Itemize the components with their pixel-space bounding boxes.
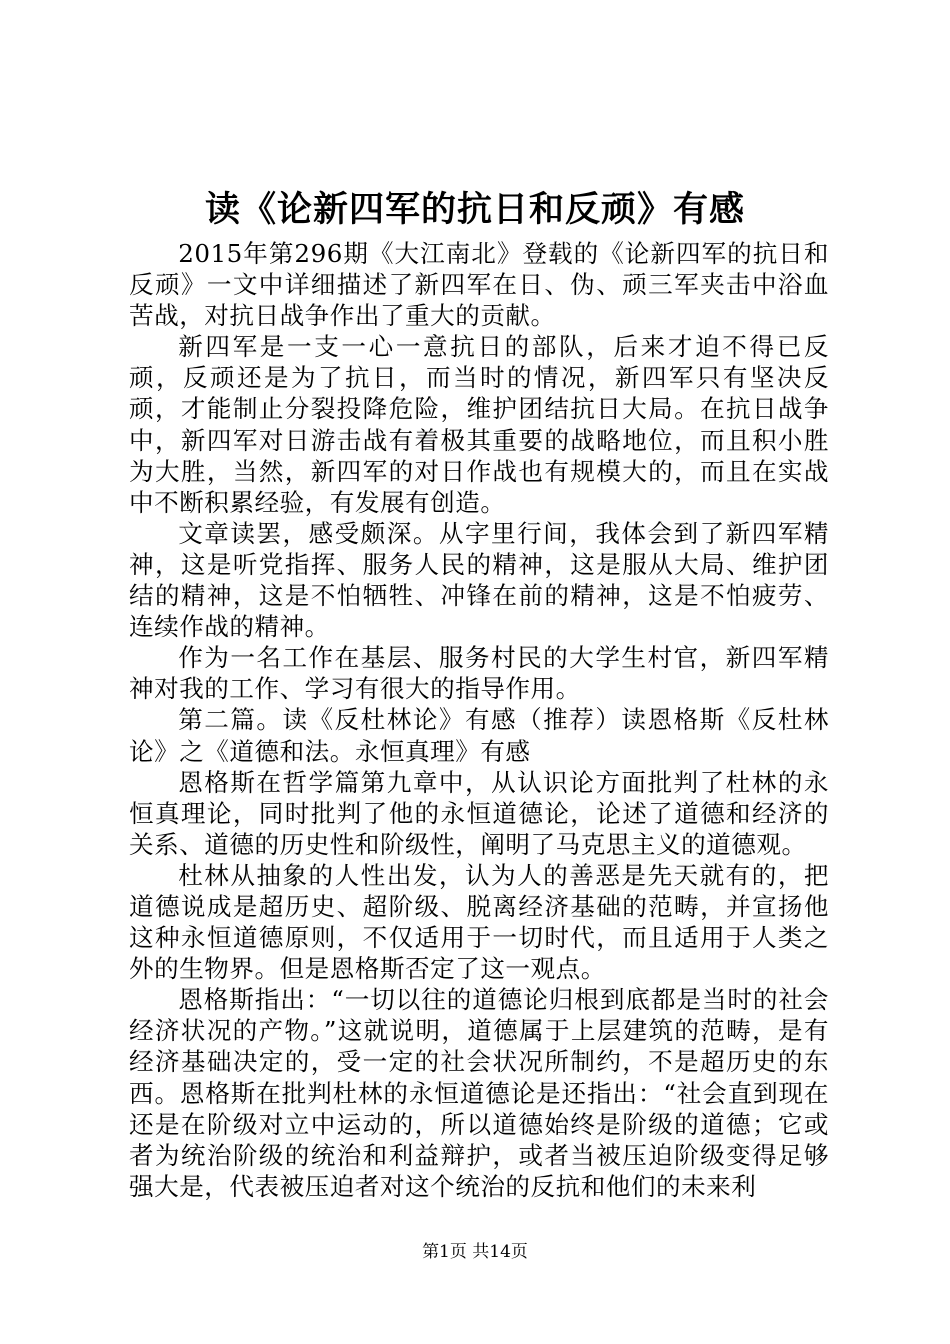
paragraph-5: 第二篇。读《反杜林论》有感（推荐）读恩格斯《反杜林论》之《道德和法。永恒真理》有感 [129,705,829,766]
paragraph-1: 2015年第296期《大江南北》登载的《论新四军的抗日和反顽》一文中详细描述了新四军在日、伪、顽三军夹击中浴血苦战，对抗日战争作出了重大的贡献。 [129,239,829,331]
paragraph-3: 文章读罢，感受颇深。从字里行间，我体会到了新四军精神，这是听党指挥、服务人民的精神，这是服从大局、维护团结的精神，这是不怕牺牲、冲锋在前的精神，这是不怕疲劳、连续作战的精神。 [129,518,829,642]
paragraph-7: 杜林从抽象的人性出发，认为人的善恶是先天就有的，把道德说成是超历史、超阶级、脱离经济基础的范畴，并宣扬他这种永恒道德原则，不仅适用于一切时代，而且适用于人类之外的生物界。但是恩格斯否定了这一观点。 [129,860,829,984]
page-footer: 第1页 共14页 [422,1242,528,1262]
paragraph-2: 新四军是一支一心一意抗日的部队，后来才迫不得已反顽，反顽还是为了抗日，而当时的情况，新四军只有坚决反顽，才能制止分裂投降危险，维护团结抗日大局。在抗日战争中，新四军对日游击战有着极其重要的战略地位，而且积小胜为大胜，当然，新四军的对日作战也有规模大的，而且在实战中不断积累经验，有发展有创造。 [129,332,829,517]
document-body [129,238,829,1202]
paragraph-8: 恩格斯指出：“一切以往的道德论归根到底都是当时的社会经济状况的产物。”这就说明，道德属于上层建筑的范畴，是有经济基础决定的，受一定的社会状况所制约，不是超历史的东西。恩格斯在批判杜林的永恒道德论是还指出：“社会直到现在还是在阶级对立中运动的，所以道德始终是阶级的道德；它或者为统治阶级的统治和利益辩护，或者当被压迫阶级变得足够强大是，代表被压迫者对这个统治的反抗和他们的未来利 [129,985,829,1201]
paragraph-6: 恩格斯在哲学篇第九章中，从认识论方面批判了杜林的永恒真理论，同时批判了他的永恒道德论，论述了道德和经济的关系、道德的历史性和阶级性，阐明了马克思主义的道德观。 [129,767,829,859]
paragraph-4: 作为一名工作在基层、服务村民的大学生村官，新四军精神对我的工作、学习有很大的指导作用。 [129,643,829,704]
document-title: 读《论新四军的抗日和反顽》有感 [204,189,745,230]
